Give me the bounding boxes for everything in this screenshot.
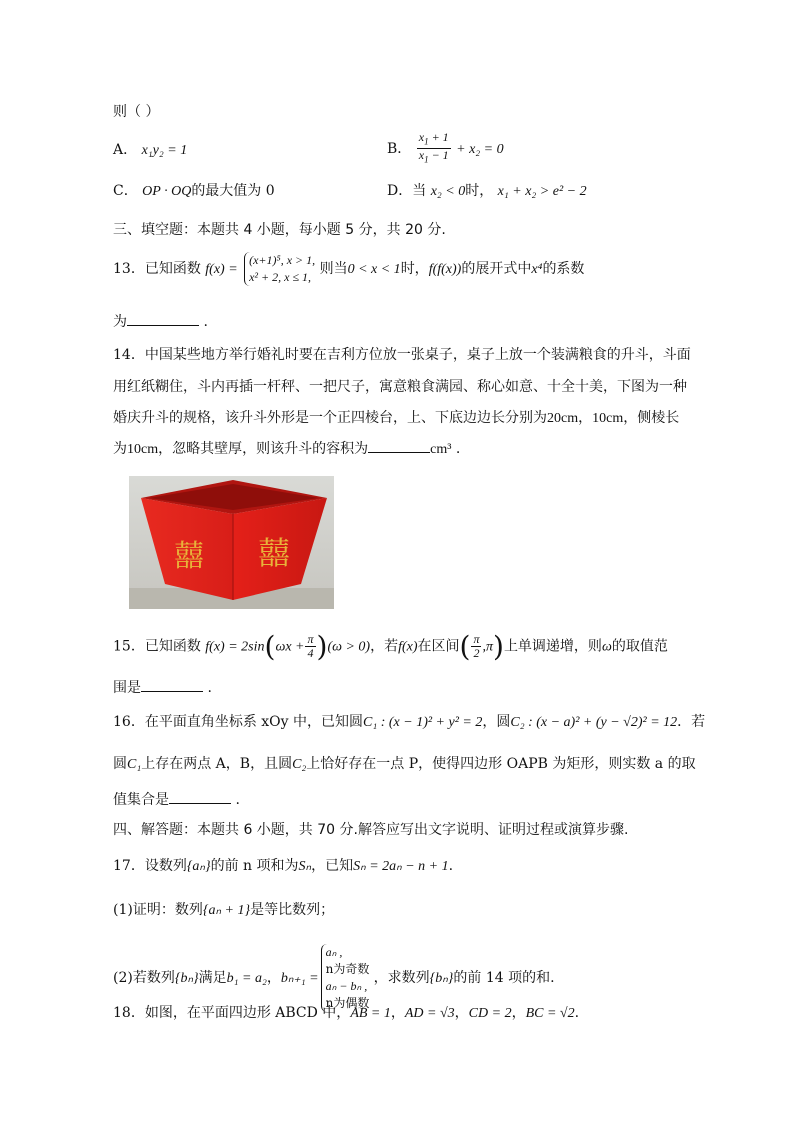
q18-c2: ，	[454, 1005, 469, 1021]
option-d-expr: x₁ + x₂ > e² − 2	[497, 184, 587, 199]
q14-v3: 10cm	[127, 442, 159, 457]
option-b-expr: + x₂ = 0	[456, 141, 504, 157]
q15-interval-open: (	[459, 630, 471, 663]
q15-four: 4	[307, 646, 314, 660]
q16-c2s: C₂	[292, 757, 307, 772]
q14-line3-b: ，侧棱长	[623, 410, 680, 426]
q16-c1s: C₁	[127, 757, 142, 772]
option-b-label: B．	[387, 140, 412, 157]
q13-tail: 的展开式中	[461, 261, 532, 277]
q13-f: f(x) =	[205, 262, 238, 277]
q13-case1: (x+1)⁵, x > 1,	[249, 253, 316, 267]
q13-line1	[113, 252, 584, 286]
q12-option-d	[387, 180, 587, 200]
q14-v1: 20cm	[547, 411, 579, 426]
q15-mid2: 在区间	[417, 638, 460, 655]
q15-cond: (ω > 0)	[327, 639, 371, 655]
q13-cond: 0 < x < 1	[347, 262, 401, 277]
q15-mid3: 上单调递增，则	[503, 638, 602, 655]
q15-end: .	[207, 680, 212, 696]
q15-num: 15．已知函数	[113, 638, 201, 655]
q18-line1	[113, 1002, 579, 1022]
q16-line2-b: 上存在两点 A，B，且圆	[141, 756, 293, 772]
q17-p2-b: 满足	[198, 970, 227, 986]
q15-paren-close: )	[316, 630, 328, 663]
q15-pi-end: π	[485, 639, 493, 655]
q16-line3-text: 值集合是	[113, 792, 169, 808]
q16-line1-b: ，圆	[482, 714, 511, 730]
q17-case2: aₙ − bₙ ,	[325, 979, 368, 993]
q15-inner: ωx +	[275, 639, 305, 655]
q14-v2: 10cm	[592, 411, 624, 426]
wedding-dou-photo	[129, 476, 334, 609]
q17-line1-a: 17．设数列	[113, 858, 187, 874]
q15-omega: ω	[601, 639, 612, 655]
q12-stem: 则（ ）	[113, 104, 160, 120]
q18-line1-a: 18．如图，在平面四边形 ABCD 中，	[113, 1005, 351, 1021]
q15-line2	[113, 677, 212, 697]
q17-case1-t: n为奇数	[325, 962, 370, 976]
q13-piecewise	[244, 252, 315, 286]
q18-cd: CD = 2	[468, 1006, 512, 1021]
q15-two: 2	[473, 646, 480, 660]
option-c-label: C．	[113, 183, 138, 199]
section-4-heading: 四、解答题：本题共 6 小题，共 70 分.解答应写出文字说明、证明过程或演算步骤.	[113, 822, 629, 838]
option-d-label: D．当	[387, 183, 427, 199]
q18-bc: BC = √2	[525, 1006, 575, 1021]
q14-sep1: ，	[578, 410, 593, 426]
q16-line1-a: 16．在平面直角坐标系 xOy 中，已知圆	[113, 714, 363, 730]
q15-line2-text: 围是	[113, 680, 141, 696]
q14-line3-a: 婚庆升斗的规格，该升斗外形是一个正四棱台，上、下底边边长分别为	[113, 410, 547, 426]
q17-case1: aₙ ,	[325, 945, 343, 959]
q14-end: .	[455, 441, 461, 457]
q13-end: .	[203, 314, 208, 330]
q14-line1: 14．中国某些地方举行婚礼时要在吉利方位放一张桌子，桌子上放一个装满粮食的升斗，斗面	[113, 347, 691, 363]
q13-mid: 则当	[319, 261, 348, 277]
q14-answer-blank[interactable]	[368, 438, 430, 453]
q18-c3: ，	[511, 1005, 526, 1021]
q14-line4-a: 为	[113, 441, 127, 457]
q15-pi-over-2	[471, 633, 481, 660]
q16-line2-a: 圆	[113, 756, 127, 772]
q14-line3	[113, 407, 679, 427]
q18-ad: AD = √3	[404, 1006, 455, 1021]
q16-line3	[113, 789, 240, 809]
q12-option-c	[113, 180, 275, 200]
q17-an: {aₙ}	[186, 859, 211, 874]
option-c-expr: OP · OQ	[142, 184, 192, 199]
q13-tail2: 的系数	[542, 261, 585, 277]
q16-line2-c: 上恰好存在一点 P，使得四边形 OAPB 为矩形，则实数 a 的取	[306, 756, 696, 772]
q13-x4: x⁴	[531, 262, 543, 277]
q17-end: .	[448, 858, 454, 874]
q17-line1-b: 的前 n 项和为	[210, 858, 299, 874]
q17-bn2: {bₙ}	[429, 971, 454, 986]
q17-line1-c: ，已知	[311, 858, 354, 874]
q17-part1	[113, 899, 334, 919]
q16-line1	[113, 711, 705, 731]
q16-answer-blank[interactable]	[169, 789, 231, 804]
q13-answer-blank[interactable]	[127, 311, 199, 326]
q14-line4	[113, 438, 460, 458]
q16-end: .	[235, 792, 240, 808]
q17-p1-a: (1)证明：数列	[113, 902, 203, 918]
q15-answer-blank[interactable]	[141, 677, 203, 692]
q13-case2: x² + 2, x ≤ 1,	[249, 270, 312, 284]
q17-bn1: bₙ₊₁ =	[280, 971, 319, 986]
option-a-label: A．	[113, 142, 138, 158]
q17-p2-d: ，求数列	[373, 970, 430, 986]
q15-f: f(x) = 2sin	[205, 639, 265, 655]
q17-b1: b₁ = a₂	[226, 971, 267, 986]
section-3-heading: 三、填空题：本题共 4 小题，每小题 5 分，共 20 分.	[113, 222, 446, 238]
q16-c1: C₁ : (x − 1)² + y² = 2	[363, 715, 483, 730]
q13-line2-text: 为	[113, 314, 127, 330]
option-d-text: 时，	[465, 183, 494, 199]
q17-eq: Sₙ = 2aₙ − n + 1	[353, 859, 449, 874]
q16-c2: C₂ : (x − a)² + (y − √2)² = 12	[510, 715, 678, 730]
q17-p2-e: 的前 14 项的和.	[453, 970, 555, 986]
q13-ff: f(f(x))	[428, 262, 462, 277]
q16-line2	[113, 753, 696, 773]
option-c-text: 的最大值为 0	[191, 183, 275, 199]
q17-line1	[113, 855, 453, 875]
q14-line2: 用红纸糊住，斗内再插一杆秤、一把尺子，寓意粮食满园、称心如意、十全十美，下图为一种	[113, 379, 687, 395]
q13-num: 13．已知函数	[113, 261, 201, 277]
option-a-expr: x₁y₂ = 1	[141, 143, 188, 158]
q16-line1-c: ．若	[677, 714, 706, 730]
q18-c1: ，	[390, 1005, 405, 1021]
q15-pi: π	[307, 632, 314, 646]
q17-p1-seq: {aₙ + 1}	[202, 903, 251, 918]
q15-tail: 的取值范	[611, 638, 668, 655]
q17-p2-c: ，	[266, 970, 281, 986]
double-happiness-right: 囍	[257, 534, 291, 572]
option-b-fraction: $\frac{x_1 + 1}{x_1 - 1}$	[418, 130, 449, 165]
q13-line2	[113, 311, 208, 331]
q15-mid: ，若	[370, 638, 399, 655]
q15-line1: 15．已知函数 f(x) = 2sin(ωx + $\frac{\pi}{4}$ )(ω > 0)，若f(x)在区间( $\frac{\pi}{2}$ ,π)上单调递增，则ω的取值范	[113, 630, 668, 663]
q15-paren-open: (	[264, 630, 276, 663]
q15-fx: f(x)	[398, 639, 418, 655]
q13-text: 时，	[400, 261, 429, 277]
q15-pi-over-4	[305, 633, 315, 660]
q17-p2-a: (2)若数列	[113, 970, 175, 986]
q14-line4-b: ，忽略其壁厚，则该升斗的容积为	[158, 441, 369, 457]
q17-case2-t: n为偶数	[325, 996, 370, 1010]
q12-option-a	[113, 139, 187, 159]
q12-option-b	[387, 131, 504, 167]
q18-ab: AB = 1	[350, 1006, 391, 1021]
q17-p1-b: 是等比数列；	[250, 902, 335, 918]
q18-end: .	[574, 1005, 580, 1021]
q17-sn: Sₙ	[298, 859, 312, 874]
q14-unit: cm³	[430, 442, 452, 457]
q15-pi-2: π	[473, 632, 480, 646]
q17-bn: {bₙ}	[174, 971, 199, 986]
double-happiness-left: 囍	[174, 539, 204, 574]
option-d-cond: x₂ < 0	[430, 184, 466, 199]
q15-interval-close: )	[493, 630, 504, 663]
